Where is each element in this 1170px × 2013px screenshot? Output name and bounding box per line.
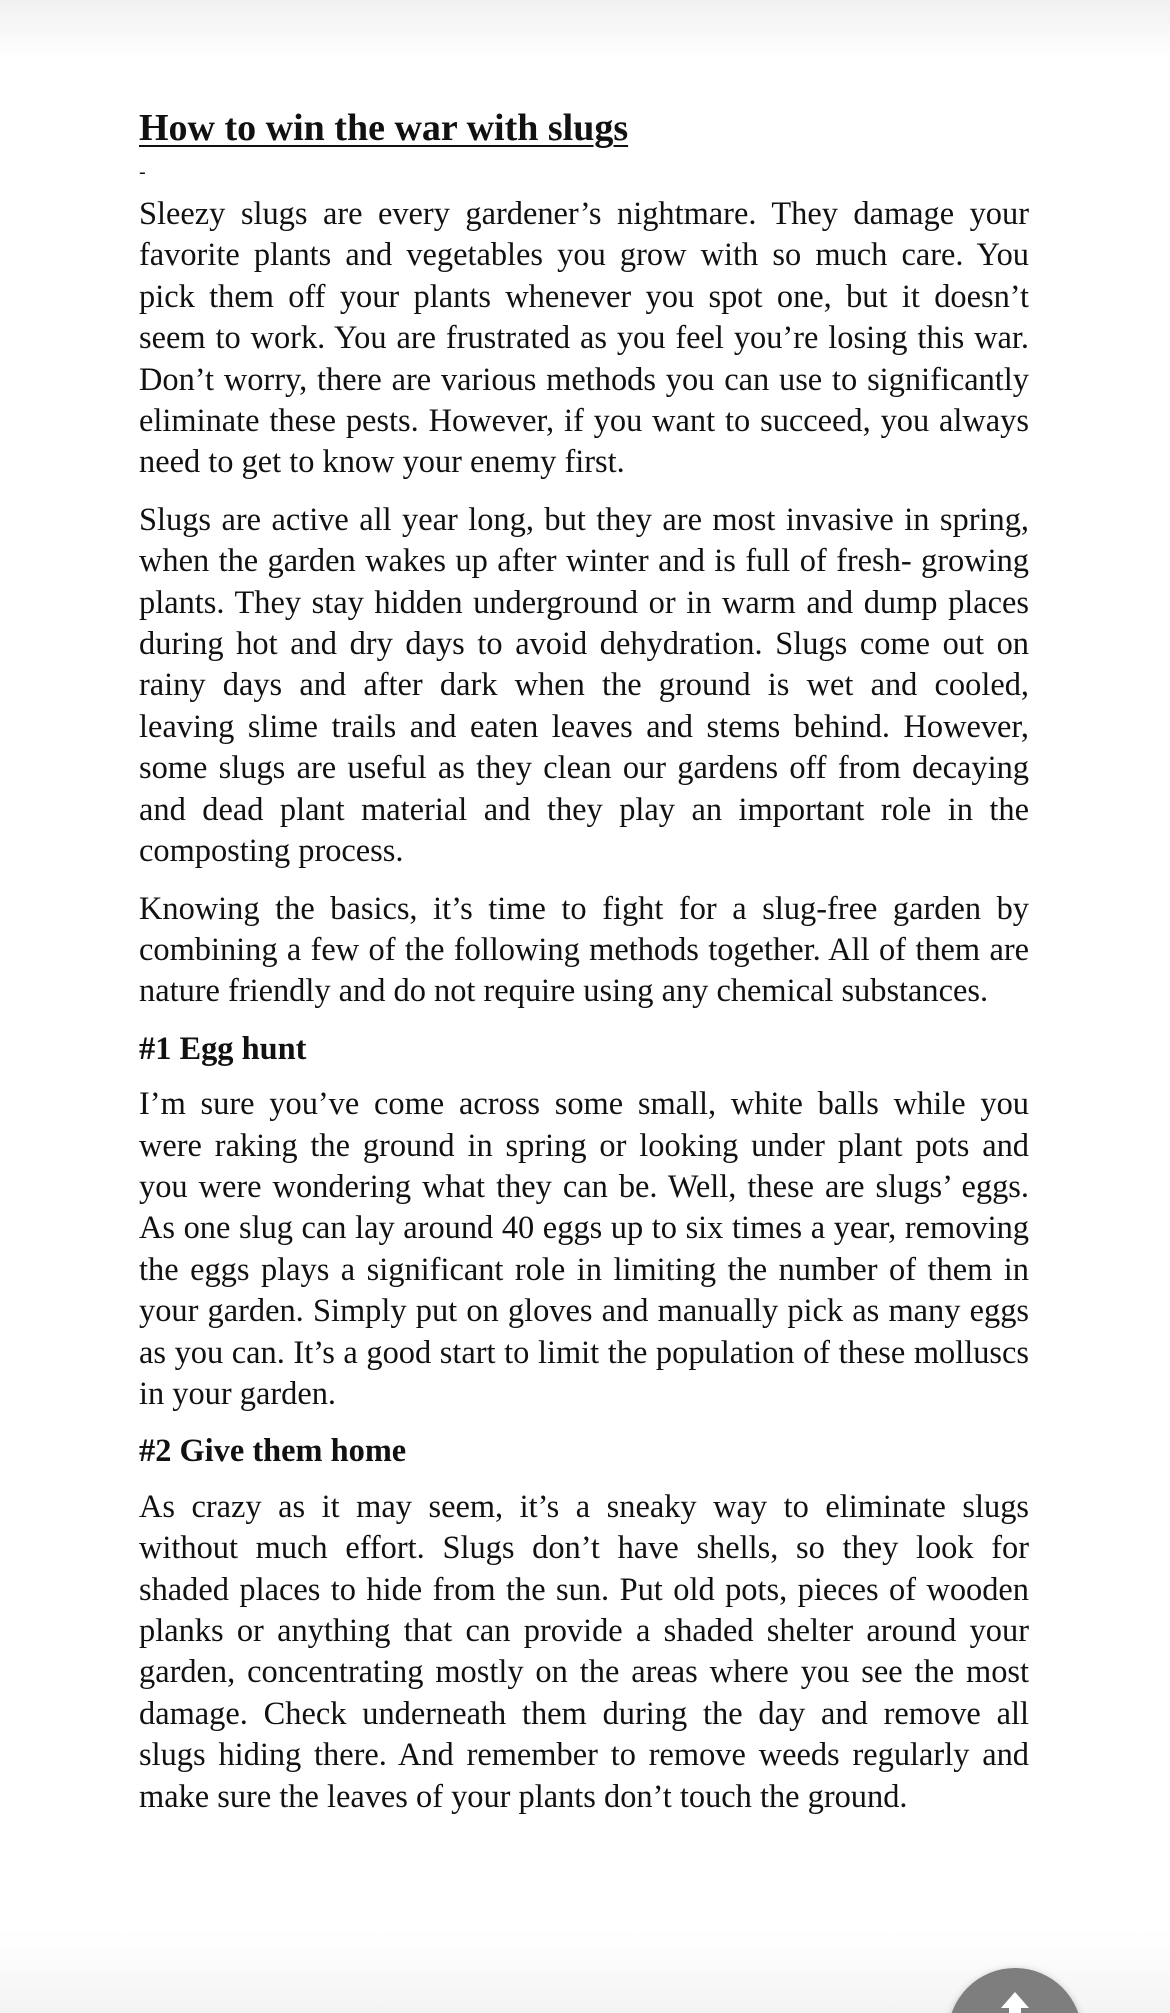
- section-text-give-them-home: As crazy as it may seem, it’s a sneaky way to eliminate slugs without much effort. Slugs don’t have shells, so they look for shaded places to hide from the sun. Put old pots, pieces of wooden planks or anything that can provide a shaded shelter around your garden, concentrating mostly on the areas where you see the most damage. Check underneath them during the day and remove all slugs hiding there. And remember to remove weeds regularly and make sure the leaves of your plants don’t touch the ground.: [139, 1488, 1029, 1815]
- separator-dash: -: [139, 161, 146, 183]
- document-title: How to win the war with slugs: [139, 107, 629, 149]
- arrow-up-icon: [995, 1968, 1035, 2013]
- intro-paragraph: Sleezy slugs are every gardener’s nightmare. They damage your favorite plants and vegetables you grow with so much care. You pick them off your plants whenever you spot one, but it doesn’t seem to work. You are frustrated as you feel you’re losing this war. Don’t worry, there are various methods you can use to significantly eliminate these pests. However, if you want to succeed, you always need to get to know your enemy first.: [139, 196, 1029, 481]
- scroll-to-top-button[interactable]: [948, 1968, 1082, 2013]
- document-page: [139, 100, 1029, 1834]
- section-text-egg-hunt: I’m sure you’ve come across some small, white balls while you were raking the ground in spring or looking under plant pots and you were wondering what they can be. Well, these are slugs’ eggs. As one slug can lay around 40 eggs up to six times a year, removing the eggs plays a significant role in limiting the number of them in your garden. Simply put on gloves and manually pick as many eggs as you can. It’s a good start to limit the population of these molluscs in your garden.: [139, 1086, 1029, 1412]
- methods-intro-paragraph: Knowing the basics, it’s time to fight for a slug-free garden by combining a few of the following methods together. All of them are nature friendly and do not require using any chemical substances.: [139, 890, 1029, 1010]
- section-heading-give-them-home: #2 Give them home: [139, 1433, 407, 1470]
- section-heading-egg-hunt: #1 Egg hunt: [139, 1030, 307, 1067]
- slug-behavior-paragraph: Slugs are active all year long, but they are most invasive in spring, when the garden wakes up after winter and is full of fresh- growing plants. They stay hidden underground or in warm and dump places during hot and dry days to avoid dehydration. Slugs come out on rainy days and after dark when the ground is wet and cooled, leaving slime trails and eaten leaves and stems behind. However, some slugs are useful as they clean our gardens off from decaying and dead plant material and they play an important role in the composting process.: [139, 501, 1029, 870]
